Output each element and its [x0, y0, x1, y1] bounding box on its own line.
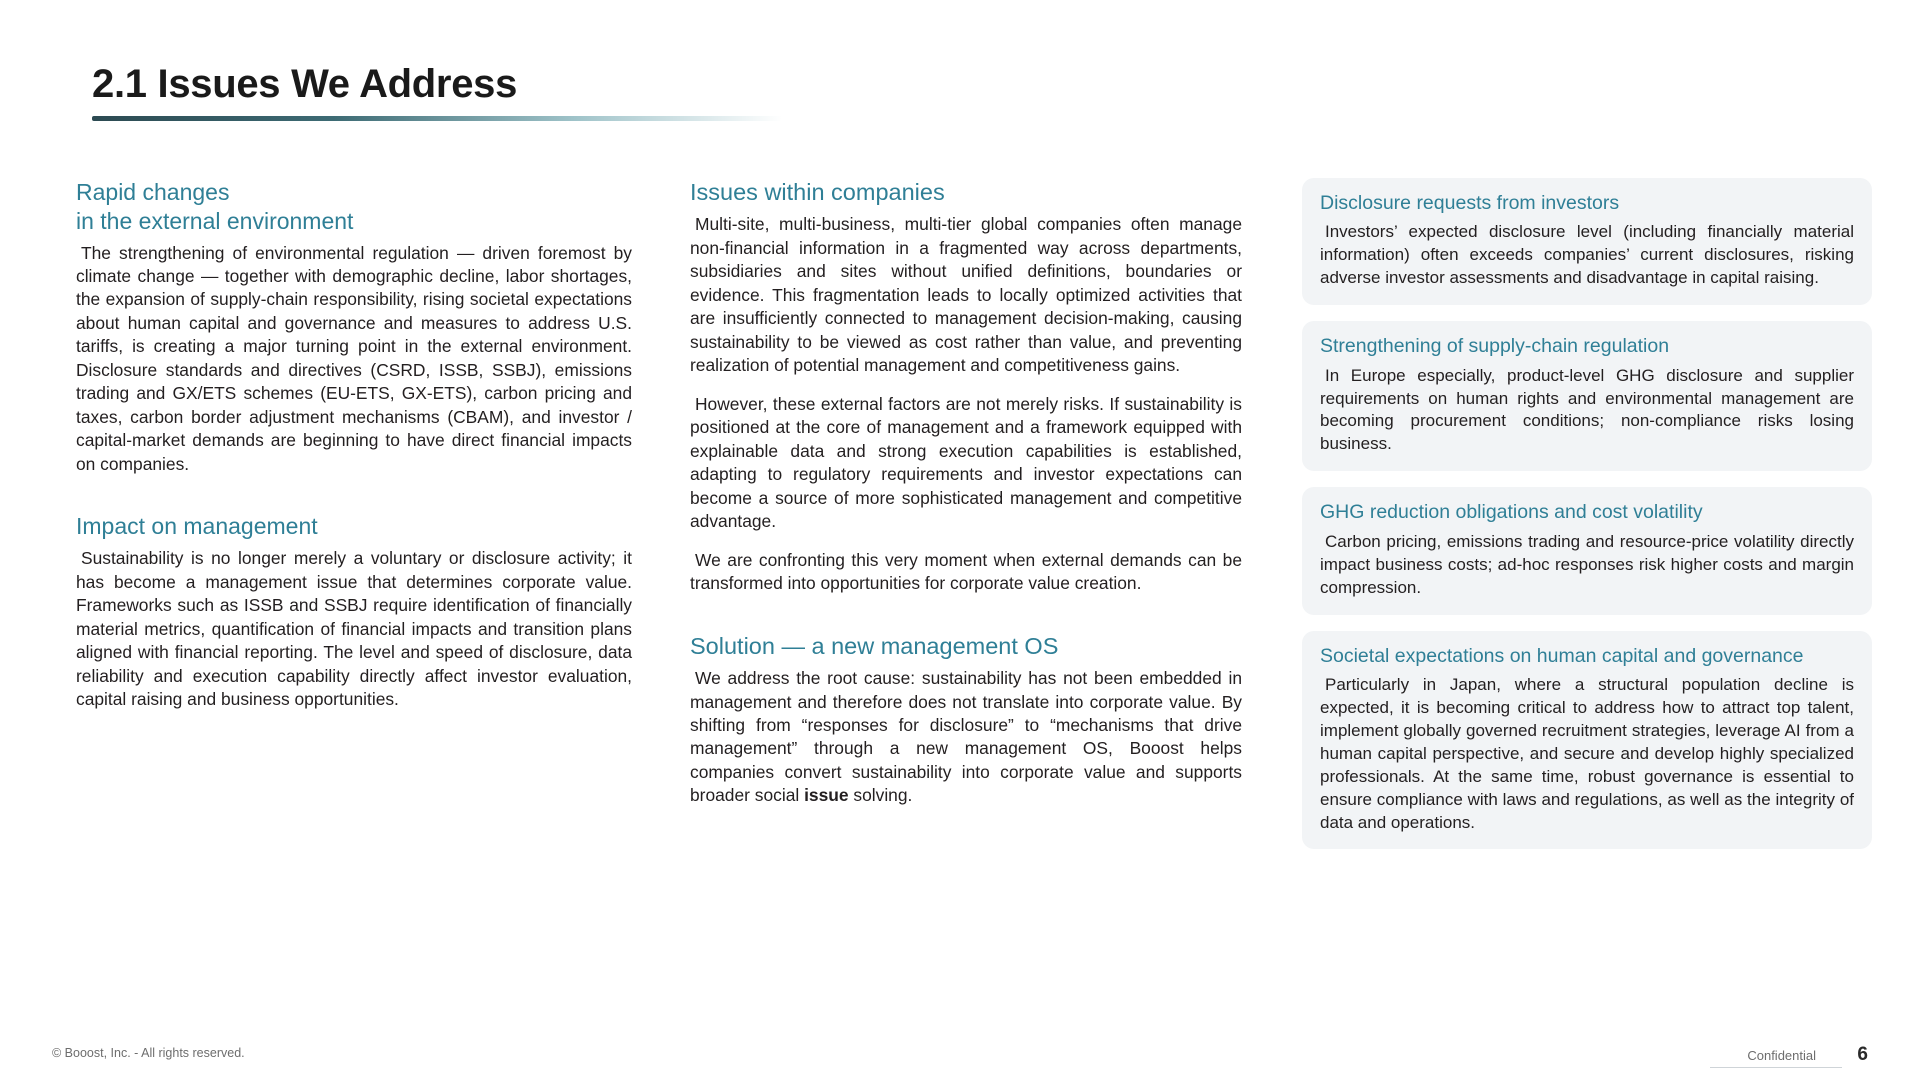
middle-paragraph-2: However, these external factors are not merely risks. If sustainability is positioned at the core of management and a framework equipped with explainable data and strong execution capabilities is established, adapting to regulatory requirements and investor expectations can become a source of more sophisticated management and competitive advantage. — [690, 393, 1242, 532]
middle-paragraph-4-emphasis: issue — [804, 785, 849, 806]
left-heading-primary — [76, 178, 632, 236]
left-heading-line1: Rapid changes — [76, 179, 230, 205]
left-column — [76, 178, 632, 711]
middle-paragraph-4 — [690, 667, 1242, 808]
middle-paragraph-4-part2: solving. — [848, 785, 913, 806]
page-number: 6 — [1857, 1044, 1868, 1065]
footer-copyright: © Booost, Inc. - All rights reserved. — [52, 1046, 245, 1060]
title-block — [92, 62, 792, 121]
issue-card-body: Investors’ expected disclosure level (including financially material information) often exceeds companies’ current disclosures, risking adverse investor assessments and disadvantage in capital raising. — [1320, 222, 1854, 288]
left-heading-secondary: Impact on management — [76, 513, 318, 540]
issue-card — [1302, 178, 1872, 305]
issue-card — [1302, 487, 1872, 614]
middle-column — [690, 178, 1242, 823]
left-heading-line2: in the external environment — [76, 207, 354, 234]
middle-paragraph-3: We are confronting this very moment when external demands can be transformed into opportunities for corporate value creation. — [690, 549, 1242, 594]
issue-card-body: In Europe especially, product-level GHG disclosure and supplier requirements on human rights and environmental management are becoming procurement conditions; non-compliance risks losing business. — [1320, 365, 1854, 454]
middle-paragraph-4-part1: We address the root cause: sustainability has not been embedded in management and therefore does not translate into corporate value. By shifting from “responses for disclosure” to “mechanisms that drive management” through a new management OS, Booost helps companies convert sustainability into corporate value and supports broader social — [690, 668, 1242, 806]
issue-card-title: GHG reduction obligations and cost volatility — [1320, 501, 1703, 524]
footer-divider — [1710, 1067, 1842, 1068]
right-column — [1302, 178, 1872, 865]
footer-confidential-label: Confidential — [1747, 1048, 1816, 1063]
page-title: 2.1 Issues We Address — [92, 62, 518, 106]
issue-card-title: Strengthening of supply-chain regulation — [1320, 335, 1670, 358]
middle-heading-primary: Issues within companies — [690, 179, 945, 205]
issue-card-body: Carbon pricing, emissions trading and resource-price volatility directly impact business costs; ad-hoc responses risk higher costs and margin compression. — [1320, 531, 1854, 597]
issue-card-title: Disclosure requests from investors — [1320, 192, 1620, 214]
issue-card — [1302, 321, 1872, 471]
left-paragraph-2: Sustainability is no longer merely a voluntary or disclosure activity; it has become a management issue that determines corporate value. Frameworks such as ISSB and SSBJ require identification of financially material metrics, quantification of financial impacts and transition plans aligned with financial reporting. The level and speed of disclosure, data reliability and execution capability directly affect investor evaluation, capital raising and business opportunities. — [76, 548, 632, 709]
middle-paragraph-1: Multi-site, multi-business, multi-tier global companies often manage non-financial information in a fragmented way across departments, subsidiaries and sites without unified definitions, boundaries or evidence. This fragmentation leads to locally optimized activities that are insufficiently connected to management decision-making, causing sustainability to be viewed as cost rather than value, and preventing realization of potential management and competitiveness gains. — [690, 214, 1242, 376]
left-paragraph-1: The strengthening of environmental regulation — driven foremost by climate change — together with demographic decline, labor shortages, the expansion of supply-chain responsibility, rising societal expectations about human capital and governance and measures to address U.S. tariffs, is creating a major turning point in the external environment. Disclosure standards and directives (CSRD, ISSB, SSBJ), emissions trading and GX/ETS schemes (EU-ETS, GX-ETS), carbon pricing and taxes, carbon border adjustment mechanisms (CBAM), and investor / capital-market demands are beginning to have direct financial impacts on companies. — [76, 242, 632, 474]
issue-card-body: Particularly in Japan, where a structural population decline is expected, it is becoming critical to address how to attract top talent, implement globally governed recruitment strategies, leverage AI from a human capital perspective, and secure and develop highly specialized professionals. At the same time, robust governance is essential to ensure compliance with laws and regulations, as well as the integrity of data and operations. — [1320, 674, 1854, 832]
issue-card-title: Societal expectations on human capital and governance — [1320, 644, 1804, 667]
middle-heading-secondary: Solution — a new management OS — [690, 632, 1059, 659]
title-underline-rule — [92, 116, 782, 121]
issue-card — [1302, 631, 1872, 850]
